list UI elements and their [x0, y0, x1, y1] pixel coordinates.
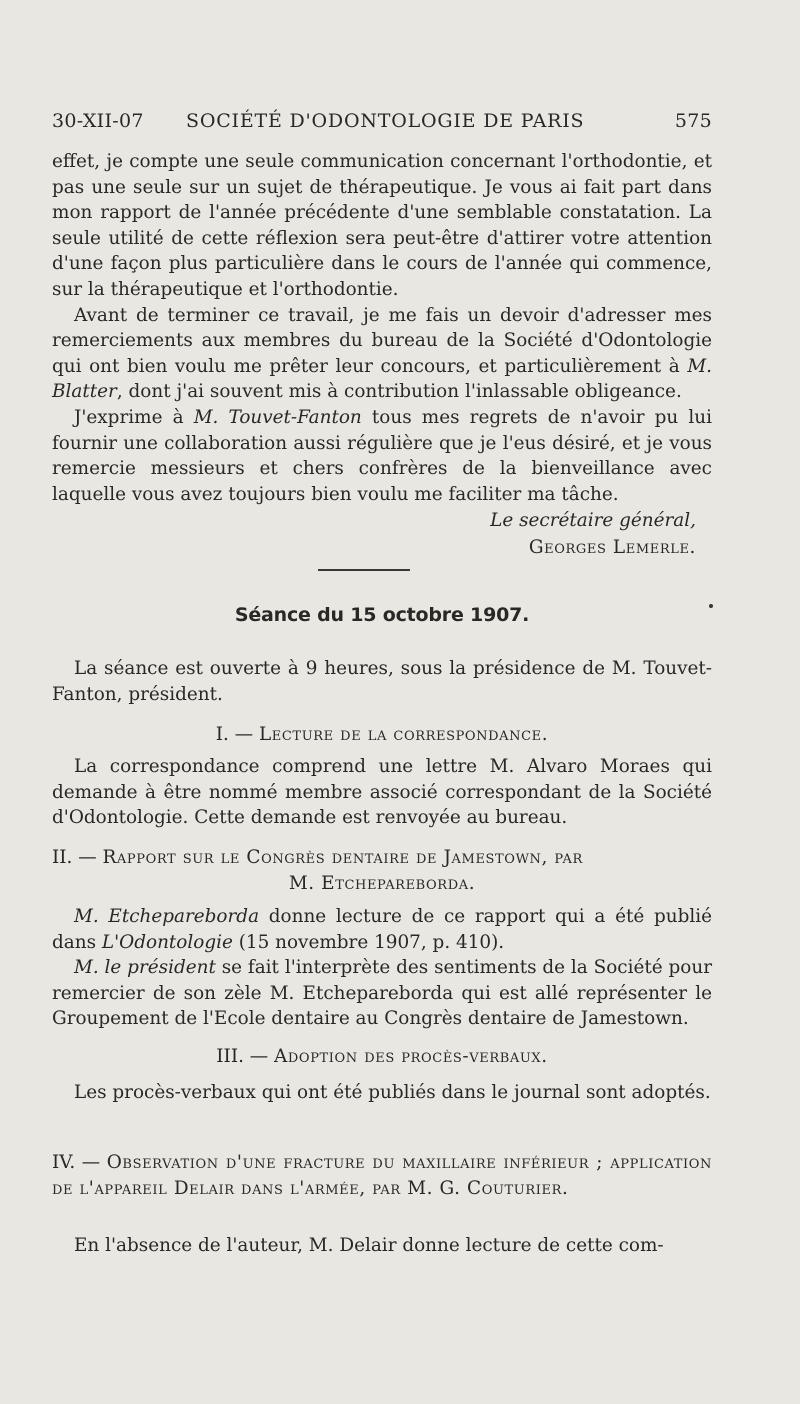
seance-title: Séance du 15 octobre 1907. [234, 604, 530, 626]
section-2-title: Rapport sur le Congrès dentaire de Jamestown, par [102, 847, 583, 868]
section-2-body [52, 904, 712, 1032]
intro-p3-text-a: J'exprime à [74, 406, 194, 428]
intro-p2-text-a: Avant de terminer ce travail, je me fais un devoir d'adresser mes remerciements aux membres du bureau de la Société d'Odontologie qui ont bien voulu me prêter leur concours, et particulièrement à [52, 304, 712, 377]
section-3-number: III. — [216, 1046, 275, 1067]
section-1-body [52, 754, 712, 831]
section-1-title: Lecture de la correspondance. [258, 724, 549, 745]
section-2-p1-text-a: donne lecture de ce rapport qui a été publié dans [52, 906, 712, 953]
section-separator [318, 569, 410, 571]
section-2-number: II. — [52, 847, 103, 868]
section-1-paragraph: La correspondance comprend une lettre M. Alvaro Moraes qui demande à être nommé membre associé correspondant de la Société d'Odontologie. Cette demande est renvoyée au bureau. [52, 756, 712, 829]
section-2-p2-text: se fait l'interprète des sentiments de la Société pour remercier de son zèle M. Etchepareborda qui est allé représenter le Groupement de l'Ecole dentaire au Congrès dentaire de Jamestown. [52, 957, 712, 1030]
section-4-title: Observation d'une fracture du maxillaire inférieur ; application de l'appareil Delair dans l'armée, par M. G. Couturier. [52, 1152, 713, 1199]
intro-p3-text-b: tous mes regrets de n'avoir pu lui fournir une collaboration aussi régulière que je l'eus désiré, et je vous remercie messieurs et chers confrères de la bienveillance avec laquelle vous avez toujours bien voulu me faciliter ma tâche. [52, 406, 713, 505]
section-2-heading [52, 845, 712, 896]
section-4-body [52, 1233, 712, 1259]
section-2-title-line-2: M. Etchepareborda. [288, 872, 476, 894]
intro-text [52, 149, 712, 507]
intro-paragraph-3 [52, 405, 712, 507]
intro-p2-text-b: , dont j'ai souvent mis à contribution l'inlassable obligeance. [116, 381, 682, 403]
section-2-paragraph-1 [52, 904, 712, 955]
section-2-p1-journal: L'Odontologie [101, 931, 233, 953]
signature-name: Georges Lemerle. [528, 537, 696, 558]
section-4-paragraph: En l'absence de l'auteur, M. Delair donne lecture de cette com- [74, 1235, 664, 1256]
section-3-paragraph: Les procès-verbaux qui ont été publiés dans le journal sont adoptés. [74, 1082, 711, 1103]
signature-role: Le secrétaire général, [490, 510, 696, 531]
seance-opening [52, 656, 712, 707]
signature-block [52, 507, 696, 561]
section-3-title: Adoption des procès-verbaux. [274, 1046, 548, 1067]
section-4-heading-paragraph [52, 1150, 712, 1201]
intro-paragraph-2 [52, 303, 712, 405]
running-header [52, 110, 712, 140]
section-2-p2-name: M. le président [74, 957, 216, 979]
section-4-heading [52, 1150, 712, 1201]
section-4-number: IV. — [52, 1152, 107, 1173]
intro-paragraph-1: effet, je compte une seule communication concernant l'orthodontie, et pas une seule sur un sujet de thérapeutique. Je vous ai fait part dans mon rapport de l'année précédente d'une semblable constatation. La seule utilité de cette réflexion sera peut-être d'attirer votre attention d'une façon plus particulière dans le cours de l'année qui commence, sur la thérapeutique et l'orthodontie. [52, 151, 712, 300]
header-title: SOCIÉTÉ D'ODONTOLOGIE DE PARIS [186, 110, 585, 132]
section-2-heading-line-1 [52, 845, 712, 871]
section-1-number: I. — [215, 724, 259, 745]
intro-p3-name: M. Touvet-Fanton [193, 406, 362, 428]
seance-opening-paragraph: La séance est ouverte à 9 heures, sous la présidence de M. Touvet-Fanton, président. [52, 658, 712, 705]
section-1-heading [52, 722, 712, 748]
page-number: 575 [674, 110, 712, 132]
section-3-body [52, 1080, 712, 1106]
intro-p2-name: M. Blatter [52, 355, 712, 403]
section-3-heading [52, 1044, 712, 1070]
section-2-p1-text-b: (15 novembre 1907, p. 410). [232, 931, 505, 953]
section-2-p1-name: M. Etchepareborda [74, 906, 260, 927]
header-date: 30-XII-07 [52, 110, 144, 132]
section-2-paragraph-2 [52, 955, 712, 1032]
